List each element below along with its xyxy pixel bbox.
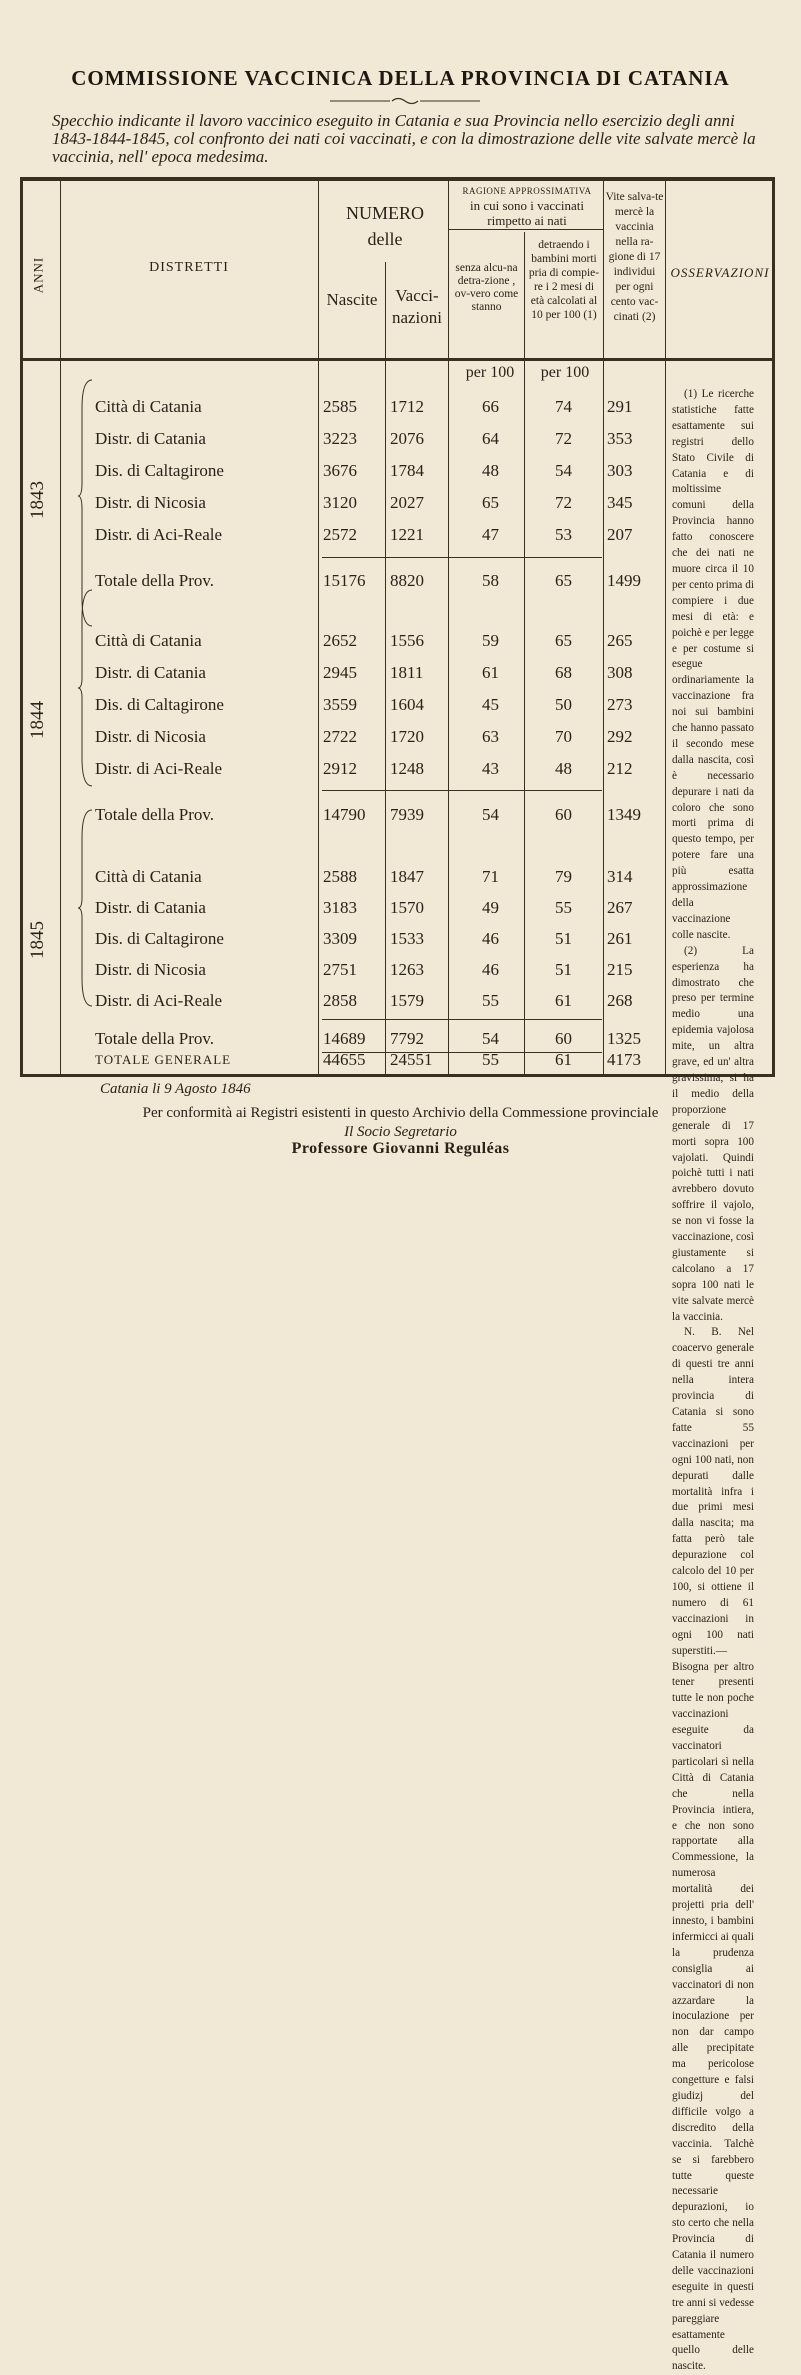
vaccinazioni-value: 1847 (390, 867, 424, 886)
vaccinazioni-header: Vacci-nazioni (391, 286, 443, 327)
ratio-net-value: 55 (555, 898, 572, 917)
observations-text (672, 387, 755, 2373)
vaccinazioni-total: 8820 (390, 571, 424, 590)
ratio-gross-value: 71 (482, 867, 499, 886)
total-label: Totale della Prov. (95, 805, 215, 824)
nascite-value: 3309 (323, 929, 357, 948)
vite-salvate-value: 268 (607, 991, 633, 1010)
ratio-net-value: 79 (555, 867, 572, 886)
ratio-net-total: 60 (555, 805, 572, 824)
observation-note-1: (1) Le ricerche statistiche fatte esattamente sui registri dello Stato Civile di Catania e di moltissime comuni della Provincia hanno fatto conoscere che dei nati ne muore circa il 10 per cento prima di compiere i due mesi di età: e poichè e per legge e per costume si esegue ordinariamente la vaccinazione fra noi sui bambini che hanno passato il secondo mese dalla nascita, così è necessario depurare i nati da coloro che sono morti prima di questo tempo, per potere fare una più esatta approssimazione della vaccinazione colle nascite. (672, 388, 754, 941)
total-label: Totale della Prov. (95, 1029, 215, 1048)
observation-nb: N. B. Nel coacervo generale di questi tre anni nella intera provincia di Catania si sono fatte 55 vaccinazioni per ogni 100 nati, non depurati dalle mortalità infra i due primi mesi dalla nascita; ma fatta però tale depurazione col calcolo del 10 per 100, si ottiene il numero di 61 vaccinazioni in ogni 100 nati superstiti.—Bisogna per altro tener presenti tutte le non poche vaccinazioni eseguite da vaccinatori particolari sì nella Città di Catania che nella Provincia intiera, e che non sono rapportate alla Commessione, la numerosa mortalità dei projetti pria dell' innesto, i bambini infermicci ai quali la prudenza consiglia ai vaccinatori di non azzardare la inoculazione per non dar campo alle precipitate ma pericolose congetture e falsi giudizj del difficile volgo a discredito della vaccinia. Talchè se si farebbero tutte queste necessarie depurazioni, io sto certo che nella Provincia di Catania il numero delle vaccinazioni eseguite in questi tre anni si vedesse pareggiare esattamente quello delle nascite. (672, 1326, 755, 2373)
ratio-gross-value: 66 (482, 397, 499, 416)
vaccinazioni-value: 1556 (390, 631, 424, 650)
nascite-value: 2652 (323, 631, 357, 650)
ratio-gross-value: 46 (482, 929, 499, 948)
nascite-value: 3559 (323, 695, 357, 714)
ratio-net-value: 74 (555, 397, 572, 416)
vite-salvate-value: 212 (607, 759, 633, 778)
ratio-net-value: 65 (555, 631, 572, 650)
ratio-gross-value: 43 (482, 759, 499, 778)
district-name: Distr. di Catania (95, 898, 206, 917)
nascite-header: Nascite (326, 290, 378, 309)
nascite-value: 2751 (323, 960, 357, 979)
vite-salvate-value: 273 (607, 695, 633, 714)
ratio-gross-value: 59 (482, 631, 499, 650)
vite-salvate-total: 1325 (607, 1029, 641, 1048)
document-date: Catania li 9 Agosto 1846 (100, 1081, 251, 1097)
district-name: Distr. di Catania (95, 429, 206, 448)
nascite-value: 2722 (323, 727, 357, 746)
commission-title: COMMISSIONE VACCINICA DELLA PROVINCIA DI CATANIA (71, 66, 730, 90)
per-100-label: per 100 (465, 364, 515, 381)
vite-salvate-value: 303 (607, 461, 633, 480)
ratio-net-value: 61 (555, 991, 572, 1010)
district-name: Città di Catania (95, 631, 202, 650)
nascite-value: 2912 (323, 759, 357, 778)
vite-salvate-value: 261 (607, 929, 633, 948)
ratio-gross-value: 49 (482, 898, 499, 917)
vite-salvate-total: 1499 (607, 571, 641, 590)
grand-total-ratio-gross: 55 (482, 1050, 499, 1069)
ragione-subheader: in cui sono i vaccinati rimpetto ai nati (469, 198, 585, 228)
ratio-net-value: 50 (555, 695, 572, 714)
grand-total-label: TOTALE GENERALE (95, 1052, 232, 1067)
ratio-gross-value: 65 (482, 493, 499, 512)
detraendo-header: detraendo i bambini morti pria di compie-re i 2 mesi di età calcolati al 10 per 100 (1) (528, 239, 600, 321)
secretary-role: Il Socio Segretario (344, 1124, 457, 1140)
ratio-gross-total: 58 (482, 571, 499, 590)
ratio-gross-value: 63 (482, 727, 499, 746)
district-name: Distr. di Aci-Reale (95, 991, 223, 1010)
vite-salvate-value: 345 (607, 493, 633, 512)
district-name: Dis. di Caltagirone (95, 461, 224, 480)
ratio-net-value: 51 (555, 929, 572, 948)
subtotal-rule (322, 790, 602, 791)
observation-note-2: (2) La esperienza ha dimostrato che preso per termine medio una epidemia vajolosa mite, un altra grave, ed un' altra gravissima, si ha il medio della proporzione generale di 17 morti sopra 100 vajolati. Quindi poichè tutti i nati avrebbero dovuto soffrire il vajolo, se non vi fosse la vaccinazione, così giustamente si calcolano a 17 sopra 100 nati le vite salvate mercè la vaccinia. (672, 944, 754, 1323)
total-label: Totale della Prov. (95, 571, 215, 590)
year-1845: 1845 (27, 921, 48, 959)
table-top-border (20, 177, 775, 181)
subtotal-rule (322, 557, 602, 558)
secretary-name: Professore Giovanni Reguléas (291, 1140, 510, 1157)
vite-salvate-value: 291 (607, 397, 633, 416)
vite-salvate-value: 314 (607, 867, 633, 886)
district-name: Dis. di Caltagirone (95, 929, 224, 948)
vaccinazioni-value: 1604 (390, 695, 424, 714)
vaccinazioni-value: 1712 (390, 397, 424, 416)
grand-total-ratio-net: 61 (555, 1050, 572, 1069)
vite-salvate-value: 215 (607, 960, 633, 979)
vaccinazioni-total: 7792 (390, 1029, 424, 1048)
nascite-value: 3183 (323, 898, 357, 917)
vaccinazioni-value: 1221 (390, 525, 424, 544)
vaccinazioni-value: 1570 (390, 898, 424, 917)
ratio-net-value: 72 (555, 429, 572, 448)
table-bottom-border (20, 1074, 775, 1077)
ragione-header: RAGIONE APPROSSIMATIVA (462, 186, 592, 196)
vaccinazioni-value: 1811 (390, 663, 424, 682)
year-1844: 1844 (27, 701, 48, 739)
grand-total-vite: 4173 (607, 1050, 641, 1069)
nascite-value: 2945 (323, 663, 357, 682)
distretti-header: DISTRETTI (149, 260, 229, 275)
vite-salvate-value: 207 (607, 525, 633, 544)
ratio-gross-value: 46 (482, 960, 499, 979)
vaccinazioni-value: 2027 (390, 493, 424, 512)
header-bottom-border (20, 358, 775, 361)
vite-salvate-value: 265 (607, 631, 633, 650)
vite-salvate-total: 1349 (607, 805, 641, 824)
ratio-net-value: 53 (555, 525, 572, 544)
vaccinazioni-total: 7939 (390, 805, 424, 824)
conformity-statement: Per conformità ai Registri esistenti in questo Archivio della Commessione provinciale (142, 1105, 659, 1121)
nascite-value: 2585 (323, 397, 357, 416)
ratio-gross-value: 55 (482, 991, 499, 1010)
subtotal-rule (322, 1019, 602, 1020)
ratio-gross-value: 61 (482, 663, 499, 682)
ratio-gross-value: 45 (482, 695, 499, 714)
vite-salvate-value: 267 (607, 898, 633, 917)
title-ornament (330, 96, 480, 106)
osservazioni-header: OSSERVAZIONI (670, 265, 770, 280)
vaccinazioni-value: 1248 (390, 759, 424, 778)
nascite-value: 2588 (323, 867, 357, 886)
grand-total-line (0, 1046, 801, 1074)
vaccinazioni-value: 1784 (390, 461, 424, 480)
nascite-value: 2858 (323, 991, 357, 1010)
nascite-value: 3120 (323, 493, 357, 512)
ratio-gross-total: 54 (482, 1029, 499, 1048)
district-name: Distr. di Nicosia (95, 727, 206, 746)
district-name: Distr. di Aci-Reale (95, 525, 223, 544)
ratio-header-line (448, 229, 603, 230)
numero-delle-header: NUMERO delle (345, 203, 424, 249)
vite-salvate-value: 308 (607, 663, 633, 682)
ratio-gross-value: 64 (482, 429, 499, 448)
vaccinazioni-value: 1720 (390, 727, 424, 746)
district-name: Città di Catania (95, 397, 202, 416)
ratio-net-total: 60 (555, 1029, 572, 1048)
ratio-net-value: 72 (555, 493, 572, 512)
district-name: Distr. di Catania (95, 663, 206, 682)
district-name: Distr. di Aci-Reale (95, 759, 223, 778)
vaccinazioni-value: 1533 (390, 929, 424, 948)
ratio-net-value: 54 (555, 461, 572, 480)
vite-salvate-value: 353 (607, 429, 633, 448)
ratio-net-total: 65 (555, 571, 572, 590)
vite-salvate-header: Vite salva-te mercè la vaccinia nella ra-gione di 17 individui per ogni cento vac-cinati (2) (605, 191, 664, 323)
ratio-gross-value: 47 (482, 525, 499, 544)
nascite-value: 3676 (323, 461, 357, 480)
ratio-net-value: 48 (555, 759, 572, 778)
ratio-net-value: 70 (555, 727, 572, 746)
nascite-value: 3223 (323, 429, 357, 448)
grand-total-nascite: 44655 (323, 1050, 366, 1069)
year-1843: 1843 (27, 481, 48, 519)
ratio-net-value: 51 (555, 960, 572, 979)
vite-salvate-value: 292 (607, 727, 633, 746)
vaccinazioni-value: 2076 (390, 429, 424, 448)
nascite-total: 15176 (323, 571, 366, 590)
table-caption: Specchio indicante il lavoro vaccinico eseguito in Catania e sua Provincia nello esercizio degli anni 1843-1844-1845, col confronto dei nati coi vaccinati, e con la dimostrazione delle vite salvate mercè la vaccinia, nell' epoca medesima. (52, 111, 756, 166)
senza-detrazione-header: senza alcu-na detra-zione , ov-vero come stanno (454, 262, 519, 313)
district-name: Città di Catania (95, 867, 202, 886)
per-100-label: per 100 (540, 364, 590, 381)
ratio-gross-value: 48 (482, 461, 499, 480)
vaccinazioni-value: 1263 (390, 960, 424, 979)
nascite-value: 2572 (323, 525, 357, 544)
vaccinazioni-value: 1579 (390, 991, 424, 1010)
district-name: Distr. di Nicosia (95, 960, 206, 979)
nascite-total: 14689 (323, 1029, 366, 1048)
anni-header: ANNI (30, 256, 45, 294)
district-name: Distr. di Nicosia (95, 493, 206, 512)
district-name: Dis. di Caltagirone (95, 695, 224, 714)
nascite-total: 14790 (323, 805, 366, 824)
ratio-gross-total: 54 (482, 805, 499, 824)
grand-total-vaccinazioni: 24551 (390, 1050, 433, 1069)
ratio-net-value: 68 (555, 663, 572, 682)
